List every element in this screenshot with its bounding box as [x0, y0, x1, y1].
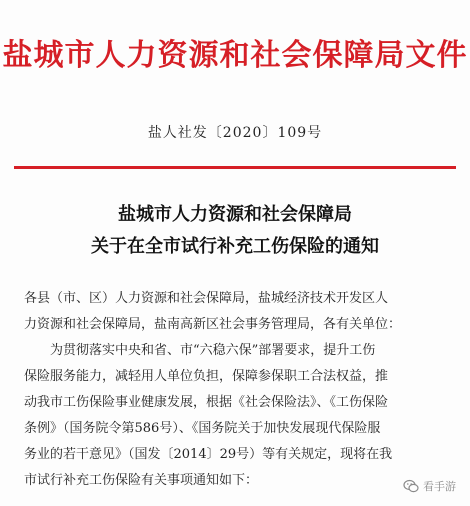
body-line: 各县（市、区）人力资源和社会保障局，盐城经济技术开发区人	[24, 291, 389, 306]
body-line: 市试行补充工伤保险有关事项通知如下：	[24, 473, 259, 488]
red-divider-line	[14, 166, 456, 169]
body-line: 力资源和社会保障局，盐南高新区社会事务管理局，各有关单位：	[24, 317, 402, 332]
document-header-title: 盐城市人力资源和社会保障局文件	[2, 38, 468, 73]
body-line: 动我市工伤保险事业健康发展，根据《社会保险法》、《工伤保险	[24, 395, 389, 410]
watermark-text: 看手游	[423, 480, 456, 493]
wechat-icon	[403, 478, 419, 494]
watermark	[403, 478, 456, 494]
body-line: 为贯彻落实中央和省、市“六稳六保”部署要求，提升工伤	[50, 343, 376, 358]
notice-title-line-2: 关于在全市试行补充工伤保险的通知	[91, 236, 379, 257]
document-number: 盐人社发〔2020〕109号	[147, 125, 323, 141]
body-line: 保险服务能力，减轻用人单位负担，保障参保职工合法权益，推	[24, 369, 389, 384]
notice-title-line-1: 盐城市人力资源和社会保障局	[118, 204, 352, 225]
body-line: 条例》（国务院令第586号）、《国务院关于加快发展现代保险服	[24, 421, 381, 436]
body-line: 务业的若干意见》（国发〔2014〕29号）等有关规定，现将在我	[24, 447, 393, 462]
